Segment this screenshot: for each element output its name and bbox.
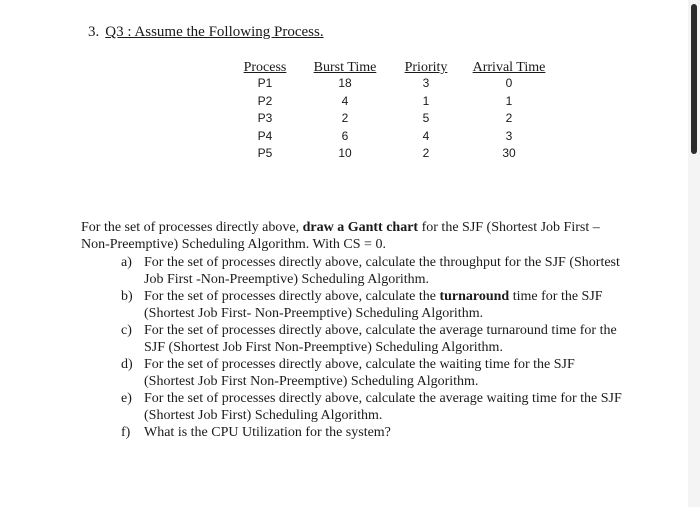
column-header-arrival-time: Arrival Time [472, 60, 546, 75]
list-item [113, 254, 623, 288]
table-row [228, 75, 554, 93]
cell-priority: 5 [422, 111, 430, 125]
cell-priority: 2 [422, 146, 430, 160]
cell-arrival-time: 3 [505, 128, 513, 143]
cell-burst-time: 6 [341, 128, 349, 143]
list-item [113, 288, 623, 322]
column-header-priority: Priority [404, 60, 448, 75]
scrollbar-thumb[interactable] [691, 4, 697, 154]
question-title: Q3 : Assume the Following Process. [105, 24, 324, 40]
cell-process: P5 [257, 146, 273, 160]
cell-burst-time: 2 [341, 111, 349, 125]
list-item [113, 390, 623, 424]
item-text: For the set of processes directly above, calculate the waiting time for the SJF (Shortest Job First Non-Preemptive) Scheduling Algorithm. [144, 357, 575, 389]
item-text: For the set of processes directly above, calculate the average turnaround time for the SJF (Shortest Job First Non-Preemptive) Scheduling Algorithm. [144, 323, 617, 355]
intro-text: For the set of processes directly above, [81, 220, 303, 235]
item-marker: b) [121, 289, 133, 304]
cell-priority: 1 [422, 93, 430, 108]
cell-process: P1 [257, 76, 273, 90]
cell-burst-time: 4 [341, 93, 349, 108]
question-number: 3. [88, 24, 100, 40]
item-text: For the set of processes directly above, calculate the throughput for the SJF (Shortest Job First -Non-Preemptive) Scheduling Algorithm. [144, 255, 620, 287]
process-table [228, 60, 554, 163]
cell-process: P4 [257, 128, 273, 143]
item-marker: f) [121, 425, 131, 440]
column-header-burst-time: Burst Time [313, 60, 377, 75]
intro-text-end: for the SJF (Shortest Job First – Non-Preemptive) Scheduling Algorithm. With CS = 0. [81, 220, 600, 252]
cell-burst-time: 18 [338, 76, 352, 90]
cell-arrival-time: 0 [505, 76, 513, 90]
column-header-process: Process [243, 60, 287, 75]
table-header-row [228, 60, 554, 75]
cell-process: P3 [257, 111, 273, 125]
item-marker: d) [121, 357, 133, 372]
item-marker: c) [121, 323, 132, 338]
vertical-scrollbar[interactable] [688, 0, 700, 507]
intro-paragraph [81, 219, 621, 253]
cell-arrival-time: 1 [505, 93, 513, 108]
cell-arrival-time: 2 [505, 111, 513, 125]
intro-bold-text: draw a Gantt chart [302, 220, 419, 235]
item-text: For the set of processes directly above, calculate the average waiting time for the SJF (Shortest Job First) Scheduling Algorithm. [144, 391, 622, 423]
cell-arrival-time: 30 [502, 146, 516, 160]
item-text: For the set of processes directly above, calculate the [144, 289, 440, 304]
table-row [228, 145, 554, 163]
question-list [113, 254, 623, 441]
item-marker: a) [121, 255, 132, 270]
list-item [113, 322, 623, 356]
table-row [228, 128, 554, 146]
table-row [228, 93, 554, 111]
item-text: What is the CPU Utilization for the system? [144, 425, 391, 440]
table-row [228, 110, 554, 128]
cell-burst-time: 10 [338, 146, 352, 160]
list-item [113, 424, 623, 441]
item-marker: e) [121, 391, 132, 406]
cell-priority: 3 [422, 76, 430, 90]
list-item [113, 356, 623, 390]
cell-priority: 4 [422, 128, 430, 143]
item-text-end: time for the SJF (Shortest Job First- Non-Preemptive) Scheduling Algorithm. [144, 289, 603, 321]
item-bold-text: turnaround [439, 289, 510, 304]
cell-process: P2 [257, 93, 273, 108]
question-heading [88, 24, 324, 41]
